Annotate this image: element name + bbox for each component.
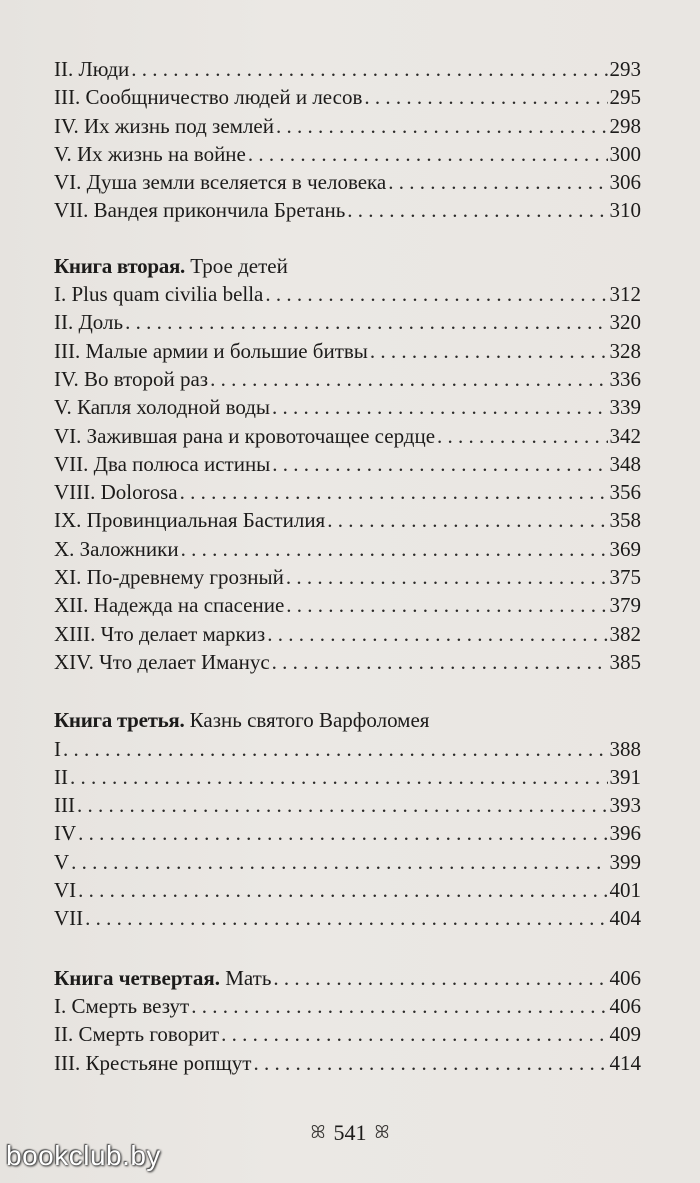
entry-label: II. Люди bbox=[54, 57, 130, 81]
book2-section bbox=[54, 252, 641, 676]
dot-leader bbox=[78, 819, 607, 847]
entry-label: XI. По-древнему грозный bbox=[54, 565, 284, 590]
table-of-contents bbox=[54, 55, 641, 1077]
section-spacer bbox=[54, 933, 641, 964]
dot-leader bbox=[347, 196, 607, 224]
book4-heading-page: 406 bbox=[609, 965, 641, 990]
dot-leader bbox=[273, 964, 607, 992]
dot-leader bbox=[125, 308, 607, 336]
entry-label: VIII. Dolorosa bbox=[54, 480, 178, 505]
entry-page: 379 bbox=[609, 593, 641, 618]
toc-entry[interactable] bbox=[54, 876, 641, 904]
toc-entry[interactable] bbox=[54, 735, 641, 763]
dot-leader bbox=[276, 112, 608, 140]
entry-label: VI bbox=[54, 878, 77, 903]
entry-page: 293 bbox=[609, 57, 641, 81]
dot-leader bbox=[272, 648, 608, 676]
toc-entry[interactable] bbox=[54, 308, 641, 336]
dot-leader bbox=[272, 393, 607, 421]
entry-page: 409 bbox=[609, 1022, 641, 1047]
entry-label: V bbox=[54, 849, 70, 874]
section-spacer bbox=[54, 225, 641, 252]
dot-leader bbox=[437, 422, 607, 450]
dot-leader bbox=[210, 365, 607, 393]
entry-label: I. Plus quam civilia bella bbox=[54, 282, 264, 307]
ornament-right-icon: ꕤ bbox=[374, 1122, 390, 1143]
entry-label: VII. Два полюса истины bbox=[54, 451, 271, 476]
entry-page: 320 bbox=[609, 310, 641, 335]
dot-leader bbox=[253, 1049, 607, 1077]
entry-label: II. Доль bbox=[54, 310, 124, 335]
toc-entry[interactable] bbox=[54, 280, 641, 308]
dot-leader bbox=[221, 1020, 607, 1048]
toc-entry[interactable] bbox=[54, 591, 641, 619]
toc-entry[interactable] bbox=[54, 450, 641, 478]
toc-entry[interactable] bbox=[54, 535, 641, 563]
entry-page: 385 bbox=[609, 649, 641, 674]
toc-entry[interactable] bbox=[54, 848, 641, 876]
dot-leader bbox=[327, 506, 607, 534]
entry-page: 328 bbox=[609, 338, 641, 363]
entry-label: IV bbox=[54, 821, 77, 846]
dot-leader bbox=[85, 904, 607, 932]
entry-label: II. Смерть говорит bbox=[54, 1022, 220, 1047]
dot-leader bbox=[286, 591, 607, 619]
toc-entry[interactable] bbox=[54, 140, 641, 168]
toc-entry[interactable] bbox=[54, 506, 641, 534]
toc-entry[interactable] bbox=[54, 819, 641, 847]
entry-label: III. Сообщничество людей и лесов bbox=[54, 85, 363, 110]
entry-label: VI. Душа земли вселяется в человека bbox=[54, 170, 387, 195]
entry-page: 312 bbox=[609, 282, 641, 307]
entry-page: 406 bbox=[609, 993, 641, 1018]
entry-page: 393 bbox=[609, 793, 641, 818]
toc-entry[interactable] bbox=[54, 992, 641, 1020]
entry-label: III. Малые армии и большие битвы bbox=[54, 338, 368, 363]
dot-leader bbox=[77, 791, 608, 819]
book3-heading-title: Казнь святого Варфоломея bbox=[189, 708, 430, 733]
entry-label: XII. Надежда на спасение bbox=[54, 593, 285, 618]
ornament-left-icon: ꕤ bbox=[310, 1122, 326, 1143]
entry-label: III bbox=[54, 793, 75, 818]
book3-section bbox=[54, 706, 641, 932]
book3-heading[interactable] bbox=[54, 706, 641, 734]
entry-page: 298 bbox=[609, 113, 641, 138]
toc-entry[interactable] bbox=[54, 791, 641, 819]
entry-page: 399 bbox=[609, 849, 641, 874]
book3-heading-bold: Книга третья. bbox=[54, 708, 185, 733]
entry-label: I. Смерть везут bbox=[54, 993, 190, 1018]
dot-leader bbox=[388, 168, 607, 196]
entry-page: 388 bbox=[609, 736, 641, 761]
book4-section bbox=[54, 964, 641, 1077]
book4-heading[interactable] bbox=[54, 964, 641, 992]
toc-entry[interactable] bbox=[54, 1049, 641, 1077]
dot-leader bbox=[63, 735, 608, 763]
toc-entry[interactable] bbox=[54, 393, 641, 421]
entry-page: 300 bbox=[609, 141, 641, 166]
dot-leader bbox=[131, 55, 607, 83]
toc-entry[interactable] bbox=[54, 337, 641, 365]
book4-heading-bold: Книга четвертая. bbox=[54, 965, 220, 990]
book1-section bbox=[54, 55, 641, 225]
entry-page: 348 bbox=[609, 451, 641, 476]
dot-leader bbox=[265, 280, 607, 308]
dot-leader bbox=[267, 620, 607, 648]
dot-leader bbox=[370, 337, 608, 365]
dot-leader bbox=[180, 478, 608, 506]
entry-page: 382 bbox=[609, 621, 641, 646]
entry-label: IX. Провинциальная Бастилия bbox=[54, 508, 326, 533]
entry-label: II bbox=[54, 764, 68, 789]
entry-page: 342 bbox=[609, 423, 641, 448]
entry-page: 396 bbox=[609, 821, 641, 846]
entry-label: VII bbox=[54, 906, 84, 931]
toc-entry[interactable] bbox=[54, 422, 641, 450]
section-spacer bbox=[54, 676, 641, 706]
toc-entry[interactable] bbox=[54, 620, 641, 648]
book4-heading-label bbox=[54, 964, 271, 992]
dot-leader bbox=[70, 763, 608, 791]
entry-label: III. Крестьяне ропщут bbox=[54, 1050, 252, 1075]
toc-entry[interactable] bbox=[54, 478, 641, 506]
book4-heading-title: Мать bbox=[225, 965, 272, 990]
entry-page: 306 bbox=[609, 170, 641, 195]
entry-page: 391 bbox=[609, 764, 641, 789]
entry-label: IV. Их жизнь под землей bbox=[54, 113, 274, 138]
entry-page: 369 bbox=[609, 536, 641, 561]
entry-page: 358 bbox=[609, 508, 641, 533]
entry-page: 336 bbox=[609, 366, 641, 391]
dot-leader bbox=[191, 992, 607, 1020]
entry-page: 414 bbox=[609, 1050, 641, 1075]
toc-entry[interactable] bbox=[54, 83, 641, 111]
dot-leader bbox=[78, 876, 607, 904]
toc-entry[interactable] bbox=[54, 365, 641, 393]
toc-entry[interactable] bbox=[54, 196, 641, 224]
entry-label: IV. Во второй раз bbox=[54, 366, 209, 391]
toc-entry[interactable] bbox=[54, 648, 641, 676]
entry-label: V. Их жизнь на войне bbox=[54, 141, 246, 166]
entry-label: X. Заложники bbox=[54, 536, 179, 561]
entry-label: I bbox=[54, 736, 61, 761]
dot-leader bbox=[286, 563, 608, 591]
dot-leader bbox=[181, 535, 608, 563]
toc-entry[interactable] bbox=[54, 55, 641, 83]
toc-entry[interactable] bbox=[54, 563, 641, 591]
toc-entry[interactable] bbox=[54, 763, 641, 791]
entry-page: 356 bbox=[609, 480, 641, 505]
watermark-logo: bookclub.by bbox=[6, 1140, 161, 1171]
dot-leader bbox=[248, 140, 608, 168]
dot-leader bbox=[364, 83, 607, 111]
toc-entry[interactable] bbox=[54, 112, 641, 140]
entry-label: XIII. Что делает маркиз bbox=[54, 621, 266, 646]
book2-heading[interactable] bbox=[54, 252, 641, 280]
entry-label: VI. Зажившая рана и кровоточащее сердце bbox=[54, 423, 436, 448]
entry-label: XIV. Что делает Иманус bbox=[54, 649, 270, 674]
toc-entry[interactable] bbox=[54, 1020, 641, 1048]
entry-page: 401 bbox=[609, 878, 641, 903]
entry-page: 295 bbox=[609, 85, 641, 110]
entry-page: 310 bbox=[609, 198, 641, 223]
entry-page: 339 bbox=[609, 395, 641, 420]
book2-heading-bold: Книга вторая. bbox=[54, 253, 185, 278]
toc-entry[interactable] bbox=[54, 904, 641, 932]
entry-page: 404 bbox=[609, 906, 641, 931]
toc-entry[interactable] bbox=[54, 168, 641, 196]
dot-leader bbox=[272, 450, 607, 478]
book2-heading-title: Трое детей bbox=[190, 253, 288, 278]
dot-leader bbox=[71, 848, 607, 876]
page-number: 541 bbox=[333, 1119, 367, 1145]
entry-label: V. Капля холодной воды bbox=[54, 395, 271, 420]
entry-page: 375 bbox=[609, 565, 641, 590]
entry-label: VII. Вандея прикончила Бретань bbox=[54, 198, 346, 223]
